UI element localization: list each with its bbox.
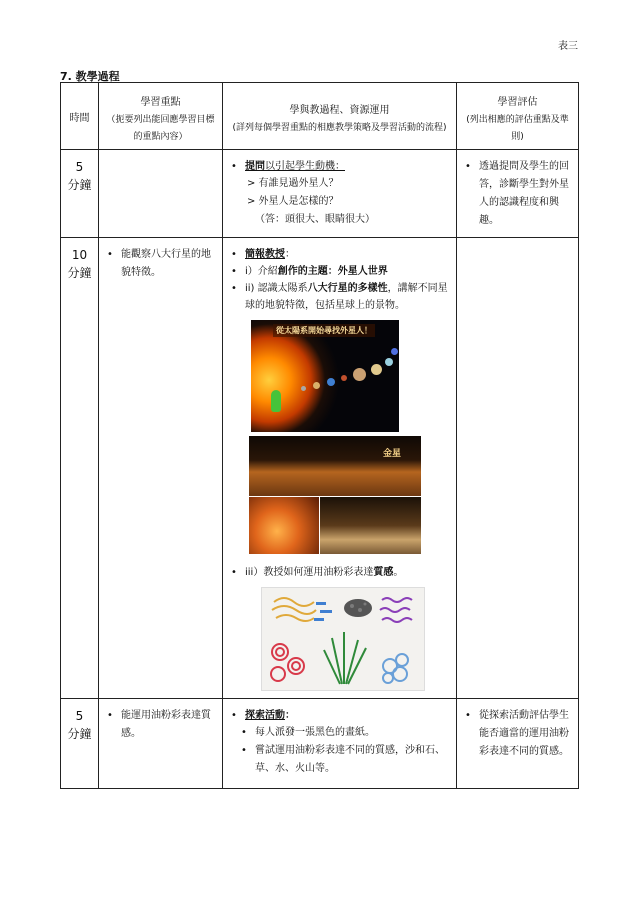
- process-lead-rest: ：: [285, 249, 295, 260]
- time-number: 5: [75, 709, 84, 723]
- time-number: 10: [71, 248, 88, 262]
- process-line: > 外星人是怎樣的？: [247, 196, 339, 207]
- header-focus: [99, 83, 223, 150]
- planet-icon: [391, 348, 398, 355]
- solar-image-caption: 從太陽系開始尋找外星人！: [273, 324, 375, 337]
- process-lead-rest: 以引起學生動機：: [265, 161, 345, 172]
- bullet: •: [465, 710, 471, 721]
- planet-icon: [313, 382, 320, 389]
- table-row: [61, 150, 579, 238]
- process-lead-rest: ：: [285, 710, 295, 721]
- assess-text: 從探索活動評估學生能否適當的運用油粉彩表達不同的質感。: [479, 710, 569, 757]
- time-cell: [61, 150, 99, 238]
- bullet: •: [231, 567, 237, 578]
- table-row: [61, 238, 579, 699]
- time-unit: 分鐘: [67, 266, 92, 280]
- assess-text: 透過提問及學生的回答，診斷學生對外星人的認識程度和興趣。: [479, 161, 569, 226]
- header-focus-title: 學習重點: [140, 96, 181, 108]
- bullet: •: [465, 161, 471, 172]
- focus-cell: [99, 699, 223, 789]
- bullet: •: [231, 266, 237, 277]
- header-process: [223, 83, 457, 150]
- process-cell: [223, 238, 457, 699]
- bullet: •: [231, 710, 237, 721]
- time-cell: [61, 699, 99, 789]
- bullet: •: [231, 249, 237, 260]
- bullet: •: [241, 745, 247, 756]
- process-lead: 提問: [245, 161, 265, 172]
- swirl-texture: [272, 598, 316, 621]
- item1-prefix: i）介紹: [245, 266, 278, 277]
- venus-image-caption: 金星: [382, 449, 401, 459]
- bullet: •: [107, 249, 113, 260]
- item3-bold: 質感: [373, 567, 394, 578]
- header-time: 時間: [61, 83, 99, 150]
- planet-icon: [353, 368, 366, 381]
- oil-pastel-texture-image: [261, 587, 425, 691]
- solar-system-image: [251, 320, 399, 432]
- item2-rest: ，講解不同星球的地貌特徵，包括星球上的景物。: [245, 283, 448, 311]
- assess-cell: [457, 238, 579, 699]
- process-lead: 探索活動: [245, 710, 285, 721]
- focus-text: 能運用油粉彩表達質感。: [121, 710, 211, 739]
- oil-pastel-samples: [262, 588, 424, 690]
- bullet: •: [231, 161, 237, 172]
- process-lead: 簡報教授: [245, 249, 285, 260]
- header-process-sub: (詳列每個學習重點的相應教學策略及學習活動的流程): [232, 123, 447, 133]
- header-process-title: 學與教過程、資源運用: [289, 105, 390, 116]
- process-cell: [223, 699, 457, 789]
- planet-icon: [371, 364, 382, 375]
- item1-bold: 創作的主題：外星人世界: [277, 266, 388, 277]
- planet-icon: [327, 378, 335, 386]
- blue-dash-texture: [314, 602, 332, 621]
- section-title: 7. 教學過程: [60, 70, 120, 83]
- time-number: 5: [75, 160, 84, 174]
- planet-icon: [385, 358, 393, 366]
- assess-cell: [457, 150, 579, 238]
- time-cell: [61, 238, 99, 699]
- focus-text: 能觀察八大行星的地貌特徵。: [121, 249, 211, 278]
- item3-prefix: iii）教授如何運用油粉彩表達: [245, 567, 374, 578]
- time-unit: 分鐘: [67, 178, 92, 192]
- process-line: （答：頭很大、眼睛很大）: [255, 214, 375, 225]
- header-assess: [457, 83, 579, 150]
- water-texture: [380, 598, 412, 622]
- process-cell: [223, 150, 457, 238]
- table-row: [61, 699, 579, 789]
- focus-cell: [99, 150, 223, 238]
- page-label: 表三: [558, 41, 578, 52]
- teaching-process-table: [60, 82, 579, 789]
- bullet: •: [107, 710, 113, 721]
- item2-prefix: ii) 認識太陽系: [245, 283, 308, 294]
- focus-cell: [99, 238, 223, 699]
- process-item: 每人派發一張黑色的畫紙。: [255, 727, 375, 738]
- spiral-texture: [271, 644, 304, 681]
- header-focus-sub: （扼要列出能回應學習目標的重點內容）: [106, 114, 215, 142]
- item2-bold: 八大行星的多樣性: [307, 283, 388, 294]
- planet-icon: [301, 386, 306, 391]
- process-item: 嘗試運用油粉彩表達不同的質感，沙和石、草、水、火山等。: [255, 745, 445, 774]
- assess-cell: [457, 699, 579, 789]
- grass-texture: [324, 632, 366, 684]
- process-line: > 有誰見過外星人？: [247, 178, 339, 189]
- venus-surface-image: [249, 436, 421, 554]
- bullet: •: [231, 283, 237, 294]
- item3-rest: 。: [393, 567, 404, 578]
- bullet: •: [241, 727, 247, 738]
- time-unit: 分鐘: [67, 727, 92, 741]
- table-header-row: [61, 83, 579, 150]
- venus-panel-top: [249, 436, 421, 496]
- stone-texture: [344, 599, 372, 617]
- bubble-texture: [383, 654, 408, 683]
- planet-icon: [341, 375, 347, 381]
- header-assess-sub: (列出相應的評估重點及準則): [466, 114, 569, 142]
- header-assess-title: 學習評估: [497, 96, 538, 108]
- venus-panel-left: [249, 497, 319, 554]
- alien-figure-icon: [271, 390, 281, 412]
- venus-panel-right: [320, 497, 421, 554]
